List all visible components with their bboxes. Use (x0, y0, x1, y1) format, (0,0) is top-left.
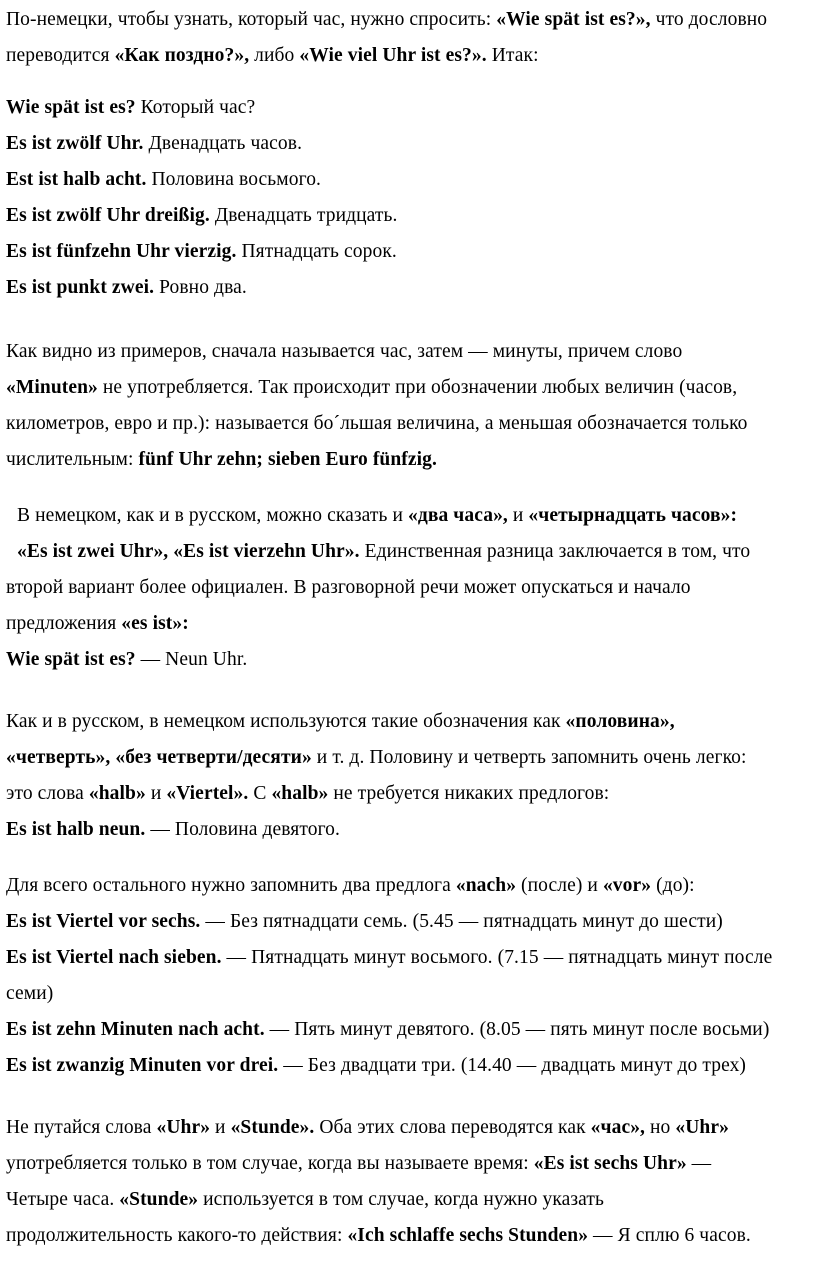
text: Ровно два. (154, 277, 247, 298)
text: — (686, 1153, 712, 1174)
text: С (248, 783, 272, 804)
text: — Без двадцати три. (14.40 — двадцать минут до трех) (278, 1055, 747, 1076)
paragraph-5-line-2 (6, 746, 747, 770)
text: употребляется только в том случае, когда вы называете время: (6, 1153, 534, 1174)
paragraph-5-line-1 (6, 710, 675, 734)
text: второй вариант более официален. В разговорной речи может опускаться и начало (6, 577, 691, 598)
paragraph-6-line-2 (6, 910, 723, 934)
bold-text: «Uhr» (156, 1117, 211, 1138)
text: Как и в русском, в немецком используются такие обозначения как (6, 711, 566, 732)
text: Для всего остального нужно запомнить два предлога (6, 875, 456, 896)
bold-text: «es ist»: (121, 613, 189, 634)
paragraph-4-line-5 (6, 648, 247, 672)
text: километров, евро и пр.): называется бо´льшая величина, а меньшая обозначается только (6, 413, 748, 434)
bold-text: «Stunde» (119, 1189, 199, 1210)
text: семи) (6, 983, 54, 1004)
bold-text: Es ist halb neun. (6, 819, 146, 840)
paragraph-6-line-1 (6, 874, 695, 898)
text: переводится (6, 45, 115, 66)
paragraph-2-line-5 (6, 240, 397, 264)
paragraph-4-line-2 (17, 540, 750, 564)
text: не употребляется. Так происходит при обозначении любых величин (часов, (97, 377, 738, 398)
paragraph-2-line-3 (6, 168, 321, 192)
bold-text: «Es ist zwei Uhr», «Es ist vierzehn Uhr». (17, 541, 360, 562)
text: — Пятнадцать минут восьмого. (7.15 — пятнадцать минут после (221, 947, 773, 968)
paragraph-3-line-1 (6, 340, 682, 364)
bold-text: «halb» (271, 783, 329, 804)
paragraph-2-line-6 (6, 276, 247, 300)
text: — Пять минут девятого. (8.05 — пять минут после восьми) (264, 1019, 770, 1040)
paragraph-4-line-4 (6, 612, 189, 636)
text: и (507, 505, 529, 526)
text: Половина восьмого. (146, 169, 322, 190)
paragraph-5-line-4 (6, 818, 340, 842)
bold-text: «половина», (565, 711, 675, 732)
bold-text: «Es ist sechs Uhr» (533, 1153, 687, 1174)
text: и т. д. Половину и четверть запомнить очень легко: (311, 747, 747, 768)
text: предложения (6, 613, 122, 634)
paragraph-3-line-2 (6, 376, 737, 400)
bold-text: Es ist Viertel nach sieben. (6, 947, 222, 968)
text: Как видно из примеров, сначала называется час, затем — минуты, причем слово (6, 341, 683, 362)
bold-text: «Stunde». (230, 1117, 315, 1138)
bold-text: Es ist punkt zwei. (6, 277, 155, 298)
paragraph-7-line-1 (6, 1116, 729, 1140)
text: По-немецки, чтобы узнать, который час, нужно спросить: (6, 9, 497, 30)
paragraph-6-line-6 (6, 1054, 746, 1078)
text: либо (249, 45, 300, 66)
paragraph-1-line-2 (6, 44, 539, 68)
text: не требуется никаких предлогов: (328, 783, 610, 804)
paragraph-5-line-3 (6, 782, 609, 806)
text: — Neun Uhr. (135, 649, 248, 670)
bold-text: «Wie viel Uhr ist es?». (299, 45, 487, 66)
paragraph-6-line-5 (6, 1018, 769, 1042)
bold-text: Es ist zwölf Uhr dreißig. (6, 205, 210, 226)
bold-text: Es ist zwanzig Minuten vor drei. (6, 1055, 279, 1076)
paragraph-2-line-2 (6, 132, 302, 156)
text: Двенадцать тридцать. (209, 205, 398, 226)
paragraph-2-line-1 (6, 96, 255, 120)
paragraph-3-line-4 (6, 448, 437, 472)
text: числительным: (6, 449, 139, 470)
text: Не путайся слова (6, 1117, 157, 1138)
paragraph-7-line-4 (6, 1224, 751, 1248)
bold-text: «halb» (88, 783, 146, 804)
bold-text: «Ich schlaffe sechs Stunden» (347, 1225, 589, 1246)
bold-text: «час», (590, 1117, 646, 1138)
text: это слова (6, 783, 89, 804)
text: Четыре часа. (6, 1189, 120, 1210)
bold-text: «vor» (602, 875, 652, 896)
text: В немецком, как и в русском, можно сказать и (17, 505, 409, 526)
text: Двенадцать часов. (143, 133, 303, 154)
text: Итак: (486, 45, 539, 66)
text: Который час? (135, 97, 256, 118)
bold-text: Es ist fünfzehn Uhr vierzig. (6, 241, 237, 262)
text: Единственная разница заключается в том, что (359, 541, 751, 562)
bold-text: fünf Uhr zehn; sieben Euro fünfzig. (138, 449, 437, 470)
paragraph-1-line-1 (6, 8, 767, 32)
text: что дословно (650, 9, 768, 30)
bold-text: «два часа», (408, 505, 508, 526)
text: (после) и (516, 875, 603, 896)
bold-text: Es ist Viertel vor sechs. (6, 911, 201, 932)
paragraph-6-line-3 (6, 946, 772, 970)
text: (до): (651, 875, 695, 896)
paragraph-6-line-4 (6, 982, 53, 1006)
paragraph-7-line-3 (6, 1188, 604, 1212)
paragraph-3-line-3 (6, 412, 748, 436)
bold-text: «Uhr» (675, 1117, 729, 1138)
bold-text: Wie spät ist es? (6, 649, 136, 670)
text: Пятнадцать сорок. (236, 241, 397, 262)
text: — Без пятнадцати семь. (5.45 — пятнадцать минут до шести) (200, 911, 723, 932)
bold-text: «четверть», «без четверти/десяти» (6, 747, 312, 768)
bold-text: Es ist zehn Minuten nach acht. (6, 1019, 265, 1040)
paragraph-2-line-4 (6, 204, 398, 228)
text: и (145, 783, 167, 804)
text: продолжительность какого-то действия: (6, 1225, 348, 1246)
paragraph-4-line-1 (17, 504, 737, 528)
bold-text: «Wie spät ist es?», (496, 9, 651, 30)
paragraph-4-line-3 (6, 576, 691, 600)
text: — Я сплю 6 часов. (588, 1225, 751, 1246)
text: Оба этих слова переводятся как (314, 1117, 591, 1138)
bold-text: «четырнадцать часов»: (528, 505, 738, 526)
bold-text: «nach» (455, 875, 517, 896)
text: и (210, 1117, 231, 1138)
text: но (645, 1117, 676, 1138)
bold-text: Est ist halb acht. (6, 169, 147, 190)
bold-text: Es ist zwölf Uhr. (6, 133, 144, 154)
bold-text: «Как поздно?», (114, 45, 250, 66)
bold-text: «Minuten» (6, 377, 98, 398)
bold-text: Wie spät ist es? (6, 97, 136, 118)
paragraph-7-line-2 (6, 1152, 711, 1176)
text: — Половина девятого. (145, 819, 341, 840)
bold-text: «Viertel». (166, 783, 249, 804)
text: используется в том случае, когда нужно указать (198, 1189, 605, 1210)
